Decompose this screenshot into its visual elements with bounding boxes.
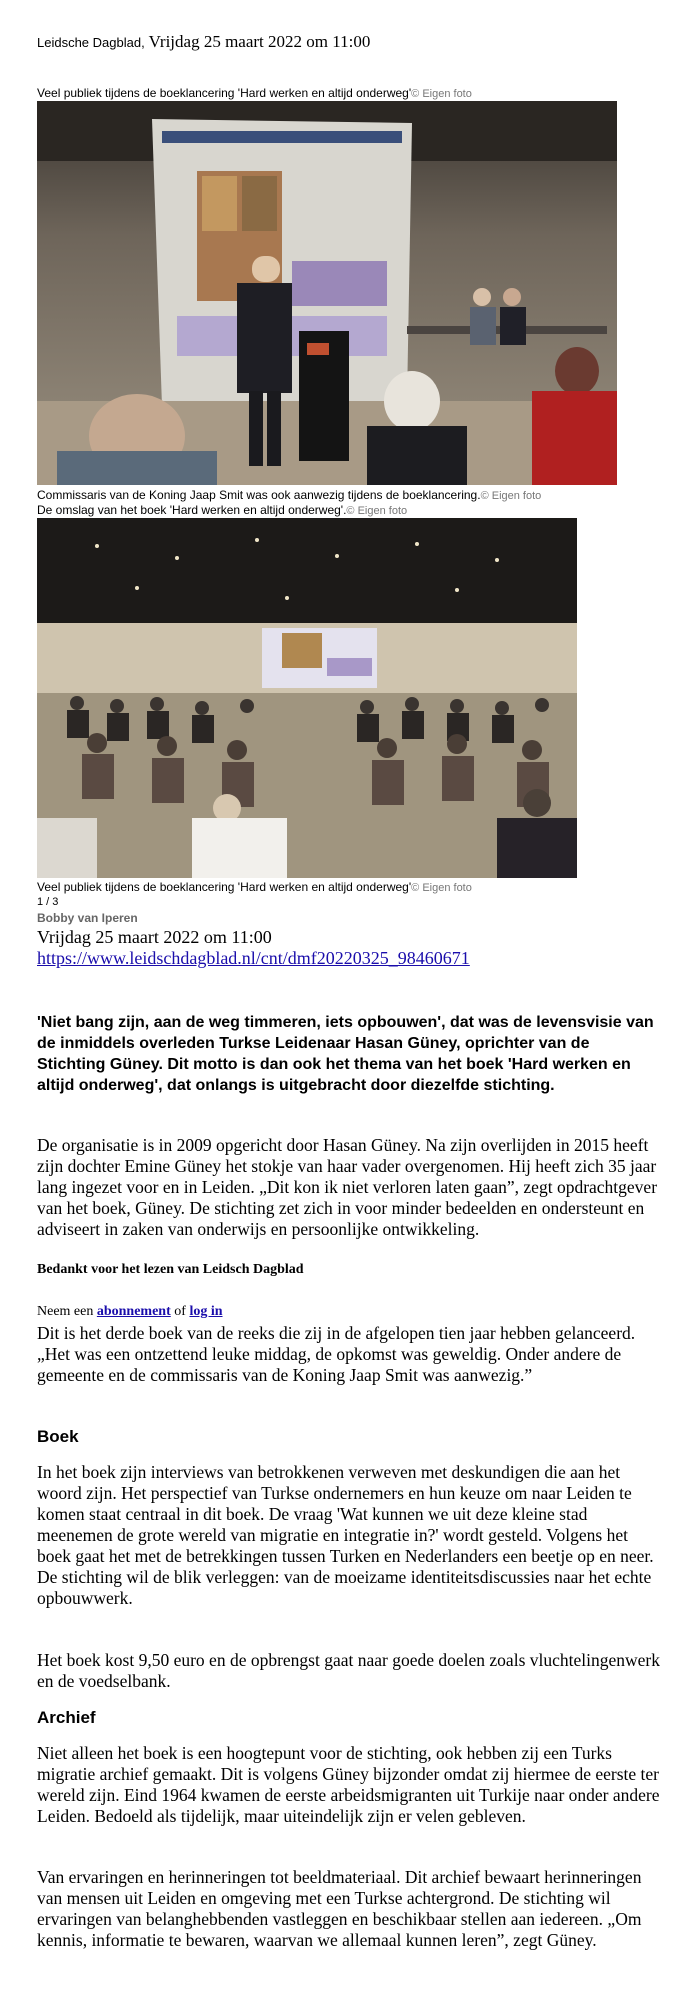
thanks-note: Bedankt voor het lezen van Leidsch Dagblad <box>37 1262 304 1277</box>
publish-date: Vrijdag 25 maart 2022 om 11:00 <box>148 32 371 51</box>
source-name: Leidsche Dagblad, <box>37 35 145 50</box>
photo-speaker <box>37 101 617 485</box>
subscribe-prefix: Neem een <box>37 1304 94 1319</box>
caption-text: De omslag van het boek 'Hard werken en altijd onderweg'. <box>37 503 347 517</box>
byline-date: Vrijdag 25 maart 2022 om 11:00 <box>37 927 272 947</box>
gallery-counter: 1 / 3 <box>37 896 59 908</box>
author-name: Bobby van Iperen <box>37 911 138 925</box>
photo-2-caption-bottom <box>37 880 472 895</box>
paragraph-1: De organisatie is in 2009 opgericht door Hasan Güney. Na zijn overlijden in 2015 heeft zijn dochter Emine Güney het stokje van haar vader overgenomen. Hij heeft zich 35 jaar lang ingezet voor en in Leiden. „Dit kon ik niet verloren laten gaan”, zegt opdrachtgever van het boek, Güney. De stichting zet zich in voor minder bedeelden en ondersteunt en adviseert in zaken van onderwijs en persoonlijke ontwikkeling. <box>37 1135 658 1239</box>
paragraph-3: In het boek zijn interviews van betrokkenen verweven met deskundigen die aan het woord zijn. Het perspectief van Turkse ondernemers en hun keuze om naar Leiden te komen staat centraal in dit boek. De vraag 'Wat kunnen we uit deze kleine stad meenemen de grote wereld van migratie en integratie in?' wordt gesteld. Volgens het boek gaat het met de betrekkingen tussen Turken en Nederlanders een beetje op en neer. De stichting wil de blik verleggen: van de moeizame identiteitsdiscussies naar het echte opbouwwerk. <box>37 1462 654 1608</box>
photo-credit: © Eigen foto <box>411 882 472 894</box>
audience-photo-illustration <box>37 518 577 878</box>
photo-2-caption-top <box>37 503 407 518</box>
photo-credit: © Eigen foto <box>411 88 472 100</box>
paragraph-5: Niet alleen het boek is een hoogtepunt voor de stichting, ook hebben zij een Turks migratie archief gemaakt. Dit is volgens Güney bijzonder omdat zij hiermee de eerste ter wereld zijn. Eind 1964 kwamen de eerste arbeidsmigranten uit Turkije naar onder andere Leiden. Bedoeld als tijdelijk, maar uiteindelijk zijn er velen gebleven. <box>37 1743 660 1826</box>
article-url-link[interactable]: https://www.leidschdagblad.nl/cnt/dmf20220325_98460671 <box>37 948 470 968</box>
paragraph-2: Dit is het derde boek van de reeks die zij in de afgelopen tien jaar hebben gelanceerd. „Het was een ontzettend leuke middag, de opkomst was geweldig. Onder andere de gemeente en de commissaris van de Koning Jaap Smit was aanwezig.” <box>37 1323 636 1385</box>
caption-text: Veel publiek tijdens de boeklancering 'Hard werken en altijd onderweg' <box>37 880 412 894</box>
caption-text: Veel publiek tijdens de boeklancering 'Hard werken en altijd onderweg' <box>37 86 412 100</box>
speaker-photo-illustration <box>37 101 617 485</box>
paragraph-4: Het boek kost 9,50 euro en de opbrengst gaat naar goede doelen zoals vluchtelingenwerk en de voedselbank. <box>37 1650 660 1691</box>
article-header <box>37 32 370 52</box>
photo-audience <box>37 518 577 878</box>
heading-boek: Boek <box>37 1427 79 1446</box>
subscribe-prompt <box>37 1304 223 1320</box>
paragraph-6: Van ervaringen en herinneringen tot beeldmateriaal. Dit archief bewaart herinneringen van mensen uit Leiden en omgeving met een Turkse achtergrond. De stichting wil ervaringen van belanghebbenden vastleggen en beschikbaar stellen aan iedereen. „Om kennis, informatie te bewaren, waarvan we allemaal kunnen leren”, zegt Güney. <box>37 1867 642 1950</box>
photo-1-caption-bottom <box>37 488 541 503</box>
subscribe-or: of <box>174 1304 186 1319</box>
photo-credit: © Eigen foto <box>480 490 542 502</box>
caption-text: Commissaris van de Koning Jaap Smit was ook aanwezig tijdens de boeklancering. <box>37 488 481 502</box>
photo-credit: © Eigen foto <box>346 505 408 517</box>
heading-archief: Archief <box>37 1708 96 1727</box>
login-link[interactable]: log in <box>189 1304 223 1319</box>
subscribe-link[interactable]: abonnement <box>96 1304 171 1319</box>
photo-1-caption-top <box>37 86 472 101</box>
article-lead: 'Niet bang zijn, aan de weg timmeren, iets opbouwen', dat was de levensvisie van de inmiddels overleden Turkse Leidenaar Hasan Güney, oprichter van de Stichting Güney. Dit motto is dan ook het thema van het boek 'Hard werken en altijd onderweg', dat onlangs is uitgebracht door diezelfde stichting. <box>37 1014 654 1094</box>
